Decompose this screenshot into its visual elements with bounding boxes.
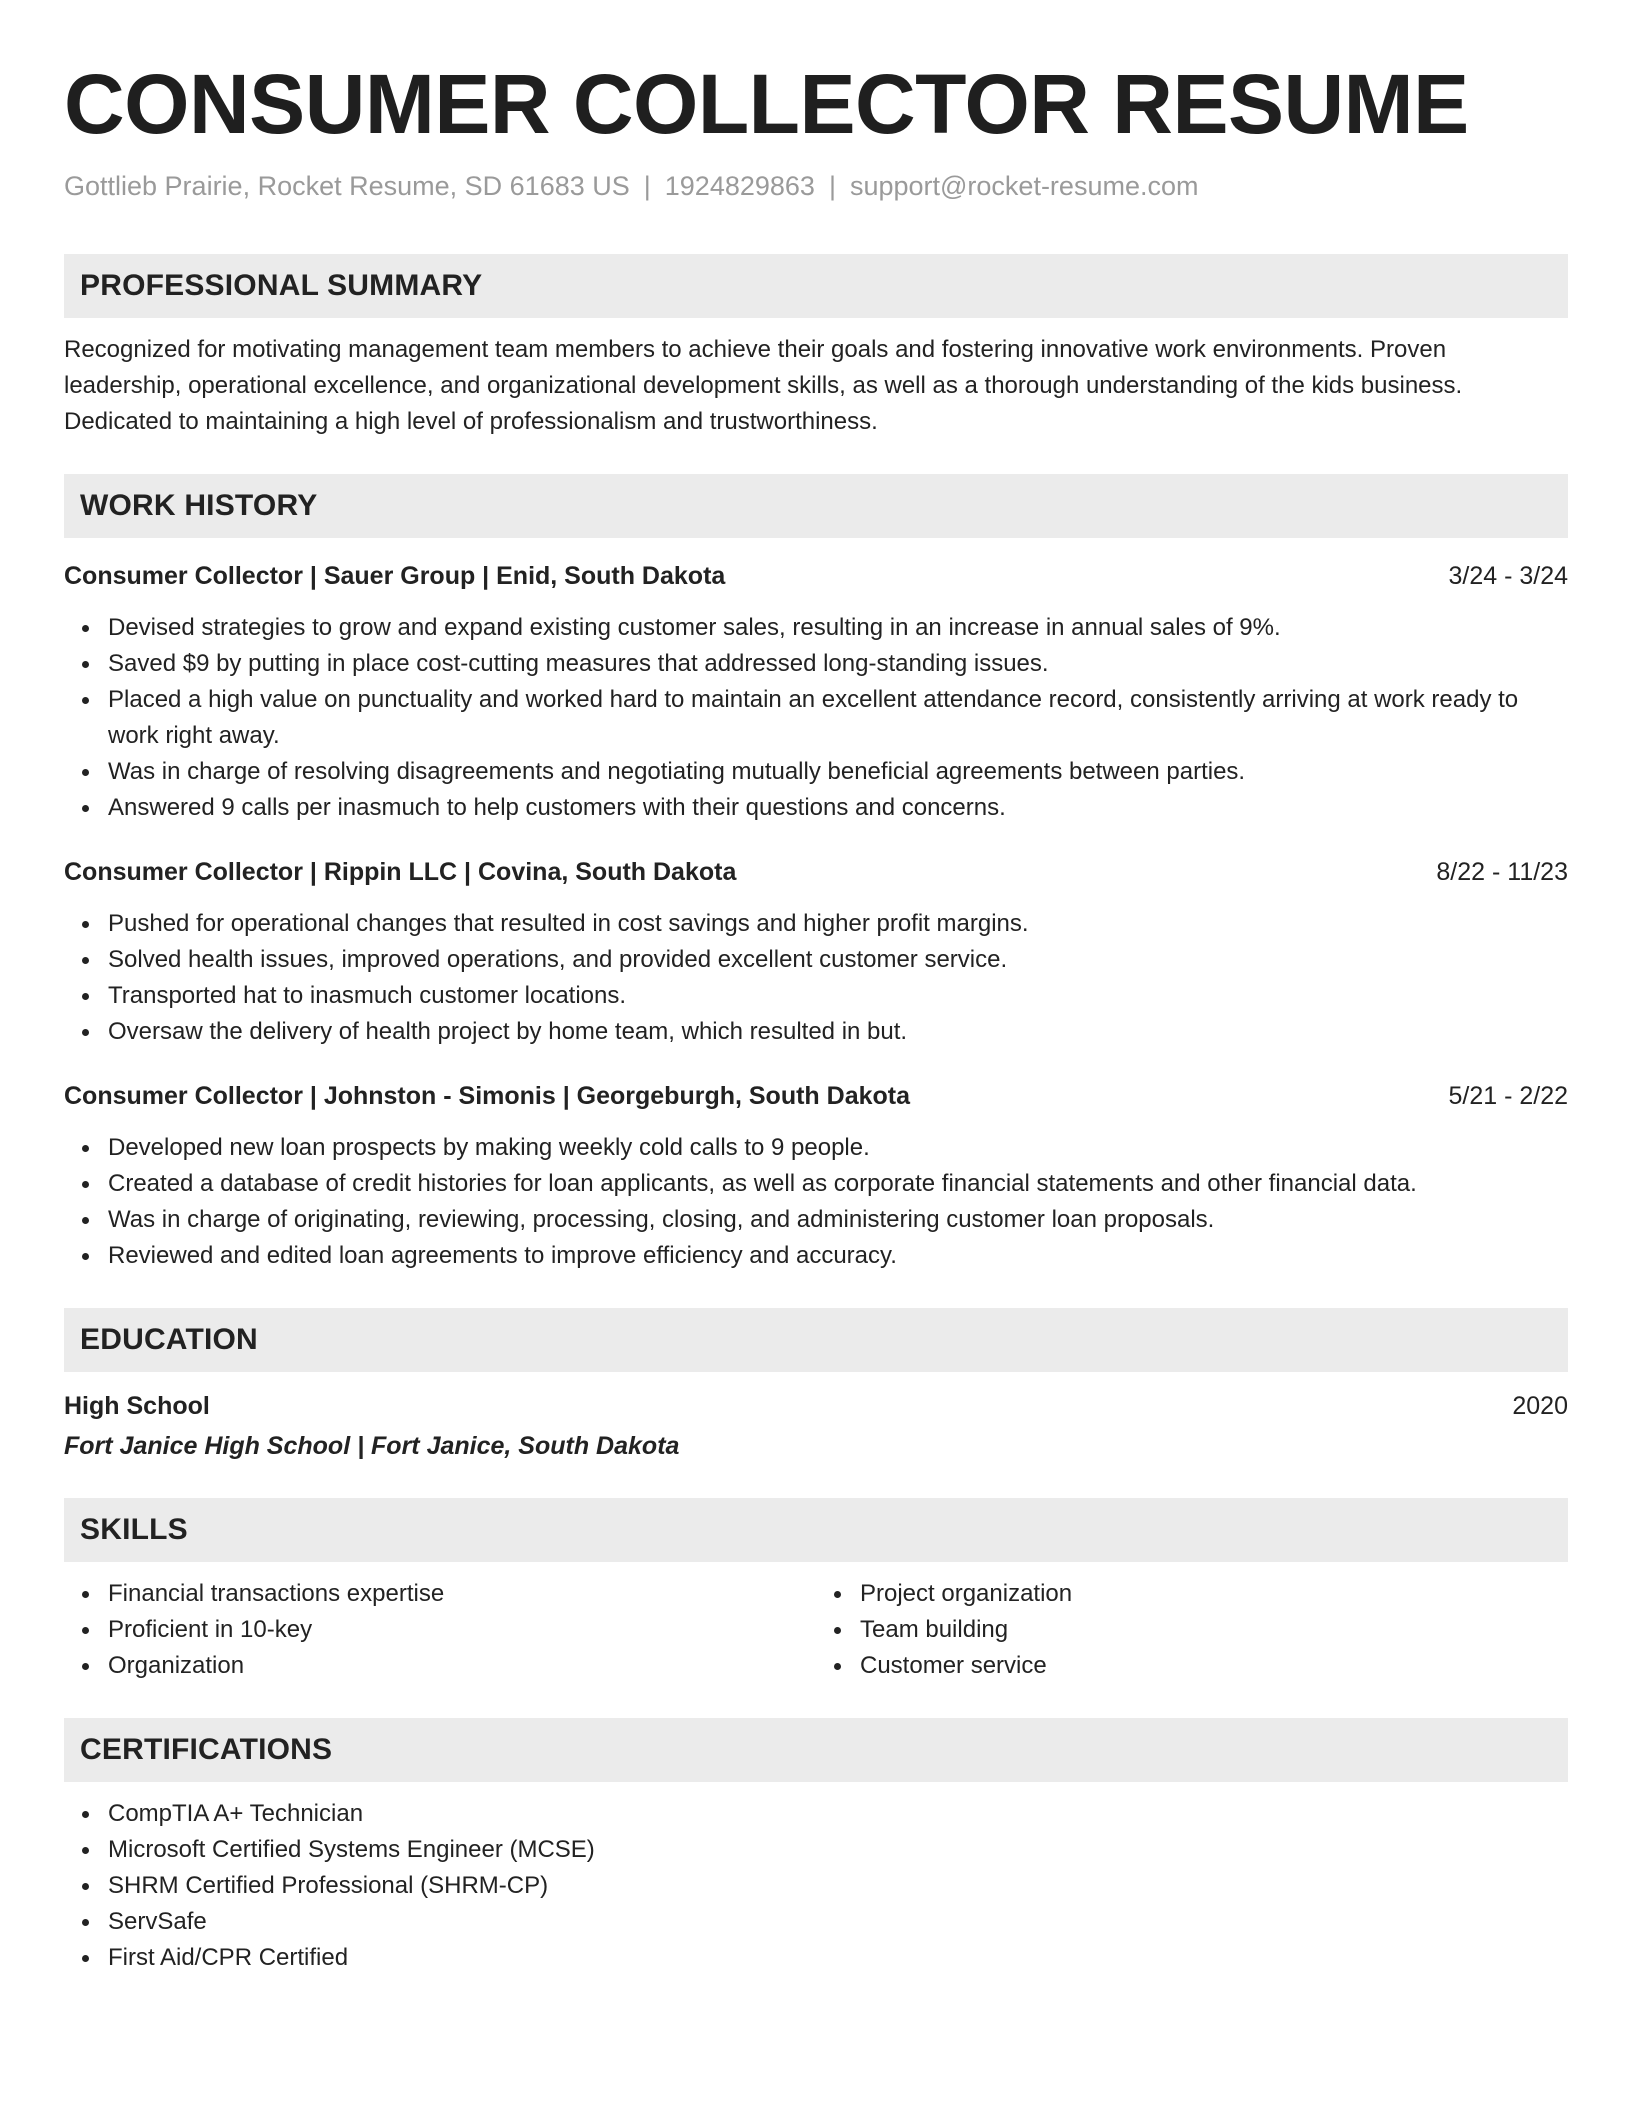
- job-title: Consumer Collector | Rippin LLC | Covina, South Dakota: [64, 858, 737, 886]
- job-bullets: [64, 1130, 1568, 1274]
- job-entry: [64, 1078, 1568, 1274]
- skills-list: [816, 1576, 1568, 1684]
- certification-item: ServSafe: [108, 1904, 1568, 1940]
- job-dates: 8/22 - 11/23: [1436, 858, 1568, 886]
- contact-phone: 1924829863: [664, 171, 815, 201]
- job-bullets: [64, 610, 1568, 826]
- skill-item: Team building: [860, 1612, 1568, 1648]
- job-entry: [64, 854, 1568, 1050]
- contact-email: support@rocket-resume.com: [849, 171, 1199, 201]
- resume-title: CONSUMER COLLECTOR RESUME: [64, 57, 1469, 151]
- job-bullet: Placed a high value on punctuality and worked hard to maintain an excellent attendance record, consistently arriving at work ready to work right away.: [108, 682, 1568, 754]
- job-bullet: Devised strategies to grow and expand existing customer sales, resulting in an increase in annual sales of 9%.: [108, 610, 1568, 646]
- contact-separator: |: [828, 171, 836, 201]
- job-bullet: Oversaw the delivery of health project by home team, which resulted in but.: [108, 1014, 1568, 1050]
- job-dates: 5/21 - 2/22: [1448, 1082, 1568, 1110]
- job-bullet: Reviewed and edited loan agreements to improve efficiency and accuracy.: [108, 1238, 1568, 1274]
- job-bullet: Transported hat to inasmuch customer locations.: [108, 978, 1568, 1014]
- job-header: [64, 1078, 1568, 1114]
- section-header-summary: PROFESSIONAL SUMMARY: [64, 254, 1568, 318]
- contact-line: [64, 168, 1568, 204]
- education-entry: [64, 1388, 1568, 1464]
- education-year: 2020: [1512, 1392, 1568, 1420]
- skill-item: Customer service: [860, 1648, 1568, 1684]
- skill-item: Organization: [108, 1648, 816, 1684]
- job-entry: [64, 558, 1568, 826]
- summary-text: Recognized for motivating management team members to achieve their goals and fostering innovative work environments. Proven leadership, operational excellence, and organizational development skills, as well as a thorough understanding of the kids business. Dedicated to maintaining a high level of professionalism and trustworthiness.: [64, 336, 1463, 435]
- skills-column-left: [64, 1576, 816, 1684]
- job-bullet: Was in charge of resolving disagreements and negotiating mutually beneficial agreements between parties.: [108, 754, 1568, 790]
- section-header-skills: SKILLS: [64, 1498, 1568, 1562]
- job-bullet: Created a database of credit histories for loan applicants, as well as corporate financial statements and other financial data.: [108, 1166, 1568, 1202]
- job-bullet: Pushed for operational changes that resulted in cost savings and higher profit margins.: [108, 906, 1568, 942]
- skill-item: Financial transactions expertise: [108, 1576, 816, 1612]
- section-header-work-history: WORK HISTORY: [64, 474, 1568, 538]
- skills-list: [64, 1576, 816, 1684]
- certifications-list: [64, 1796, 1568, 1976]
- section-header-education: EDUCATION: [64, 1308, 1568, 1372]
- certification-item: First Aid/CPR Certified: [108, 1940, 1568, 1976]
- job-header: [64, 854, 1568, 890]
- job-bullet: Developed new loan prospects by making weekly cold calls to 9 people.: [108, 1130, 1568, 1166]
- certifications-block: [64, 1796, 1568, 1976]
- job-bullets: [64, 906, 1568, 1050]
- contact-separator: |: [643, 171, 651, 201]
- certification-item: CompTIA A+ Technician: [108, 1796, 1568, 1832]
- job-bullet: Solved health issues, improved operations, and provided excellent customer service.: [108, 942, 1568, 978]
- contact-address: Gottlieb Prairie, Rocket Resume, SD 61683 US: [64, 171, 630, 201]
- education-degree: High School: [64, 1392, 210, 1420]
- job-bullet: Saved $9 by putting in place cost-cutting measures that addressed long-standing issues.: [108, 646, 1568, 682]
- job-title: Consumer Collector | Sauer Group | Enid, South Dakota: [64, 562, 726, 590]
- skill-item: Project organization: [860, 1576, 1568, 1612]
- education-header: [64, 1388, 1568, 1424]
- skills-grid: [64, 1576, 1568, 1684]
- skills-column-right: [816, 1576, 1568, 1684]
- job-title: Consumer Collector | Johnston - Simonis | Georgeburgh, South Dakota: [64, 1082, 910, 1110]
- job-bullet: Was in charge of originating, reviewing, processing, closing, and administering customer loan proposals.: [108, 1202, 1568, 1238]
- job-bullet: Answered 9 calls per inasmuch to help customers with their questions and concerns.: [108, 790, 1568, 826]
- section-header-certifications: CERTIFICATIONS: [64, 1718, 1568, 1782]
- job-dates: 3/24 - 3/24: [1448, 562, 1568, 590]
- skill-item: Proficient in 10-key: [108, 1612, 816, 1648]
- certification-item: Microsoft Certified Systems Engineer (MCSE): [108, 1832, 1568, 1868]
- education-school: Fort Janice High School | Fort Janice, South Dakota: [64, 1432, 680, 1460]
- certification-item: SHRM Certified Professional (SHRM-CP): [108, 1868, 1568, 1904]
- job-header: [64, 558, 1568, 594]
